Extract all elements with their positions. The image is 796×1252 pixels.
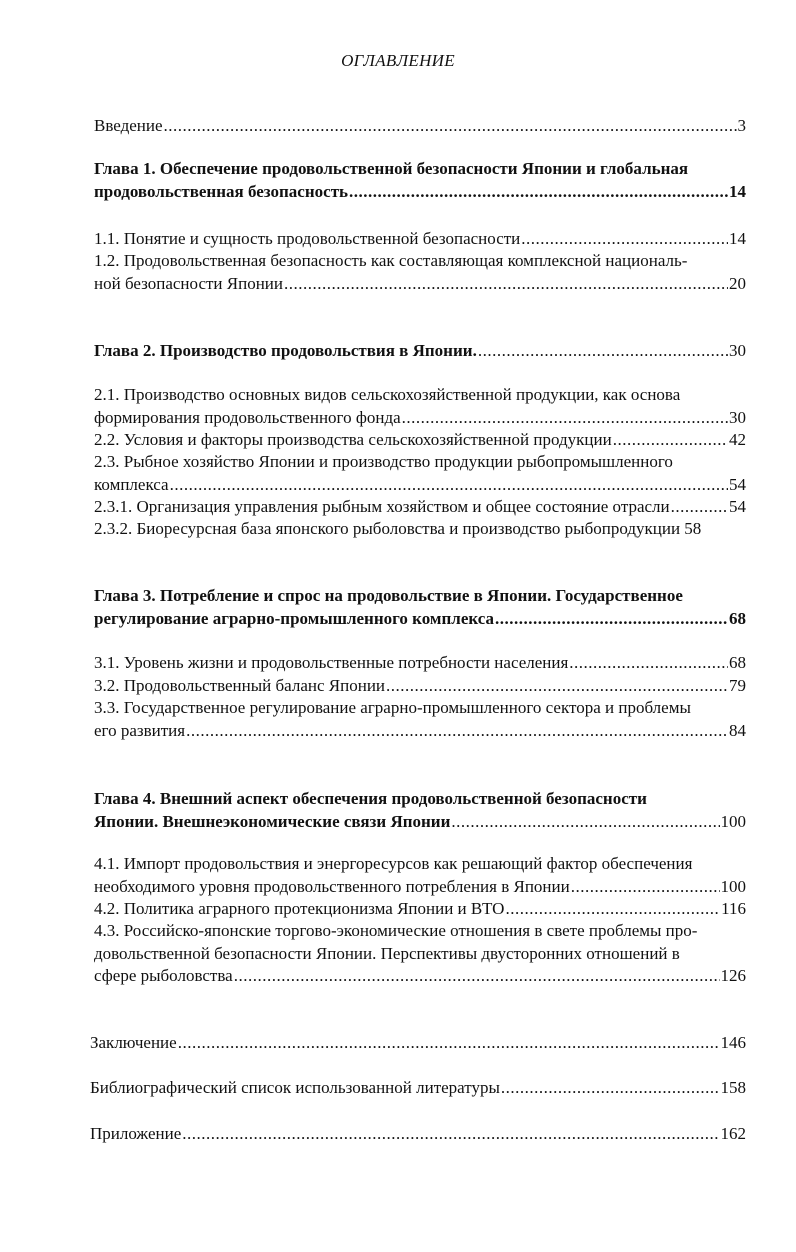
chapter-title-line1: Глава 1. Обеспечение продовольственной безопасности Японии и глобальная bbox=[94, 159, 689, 178]
dot-leader bbox=[495, 608, 728, 631]
entry-page: 14 bbox=[729, 181, 746, 201]
dot-leader bbox=[521, 228, 728, 251]
entry-page: 126 bbox=[720, 966, 746, 985]
toc-section-3-2 bbox=[94, 675, 746, 698]
toc-section-2-1 bbox=[94, 384, 746, 429]
section-title-line1: 1.2. Продовольственная безопасность как составляющая комплексной националь- bbox=[94, 251, 688, 270]
chapter-title-line1: Глава 4. Внешний аспект обеспечения продовольственной безопасности bbox=[94, 789, 647, 808]
chapter-title-line1: Глава 3. Потребление и спрос на продовольствие в Японии. Государственное bbox=[94, 586, 683, 605]
dot-leader bbox=[178, 1032, 720, 1055]
toc-entry-intro bbox=[94, 115, 746, 138]
section-title: 3.1. Уровень жизни и продовольственные потребности населения bbox=[94, 653, 569, 672]
toc-chapter-2 bbox=[94, 340, 746, 363]
entry-page: 68 bbox=[729, 608, 746, 628]
section-title-line2: комплекса bbox=[94, 474, 169, 494]
section-title: 4.2. Политика аграрного протекционизма Японии и ВТО bbox=[94, 899, 505, 918]
entry-page: 158 bbox=[720, 1078, 746, 1097]
entry-page: 3 bbox=[737, 116, 746, 135]
section-title-line2: ной безопасности Японии bbox=[94, 273, 284, 293]
toc-section-4-2 bbox=[94, 898, 746, 921]
chapter-title-line2: Японии. Внешнеэкономические связи Японии bbox=[94, 811, 451, 831]
toc-chapter-4 bbox=[94, 788, 746, 833]
dot-leader bbox=[164, 115, 737, 138]
toc-section-3-3 bbox=[94, 697, 746, 742]
entry-title: Приложение bbox=[90, 1124, 182, 1143]
section-title: 1.1. Понятие и сущность продовольственной безопасности bbox=[94, 229, 521, 248]
toc-section-1-2 bbox=[94, 250, 746, 295]
section-title-line1: 2.3. Рыбное хозяйство Японии и производство продукции рыбопромышленного bbox=[94, 452, 673, 471]
entry-title: Введение bbox=[94, 116, 163, 135]
toc-section-2-2 bbox=[94, 429, 746, 452]
entry-page: 79 bbox=[729, 676, 746, 695]
dot-leader bbox=[349, 181, 728, 204]
entry-title: Заключение bbox=[90, 1033, 177, 1052]
toc-section-2-3-2 bbox=[94, 518, 746, 541]
entry-page: 84 bbox=[729, 720, 746, 740]
dot-leader bbox=[505, 898, 720, 921]
section-title: 2.2. Условия и факторы производства сельскохозяйственной продукции bbox=[94, 430, 612, 449]
entry-page: 162 bbox=[720, 1124, 746, 1143]
dot-leader bbox=[402, 407, 728, 430]
dot-leader bbox=[613, 429, 728, 452]
section-title-line3: сфере рыболовства bbox=[94, 966, 233, 985]
toc-section-4-1 bbox=[94, 853, 746, 898]
toc-entry-bibliography bbox=[90, 1077, 746, 1100]
toc-entry-conclusion bbox=[90, 1032, 746, 1055]
dot-leader bbox=[170, 474, 728, 497]
entry-page: 30 bbox=[729, 341, 746, 360]
dot-leader bbox=[186, 720, 728, 743]
entry-page: 54 bbox=[729, 474, 746, 494]
entry-title: Библиографический список использованной литературы bbox=[90, 1078, 500, 1097]
dot-leader bbox=[569, 652, 728, 675]
toc-section-4-3 bbox=[94, 920, 746, 988]
entry-page: 54 bbox=[729, 497, 746, 516]
dot-leader bbox=[451, 811, 719, 834]
entry-page: 146 bbox=[720, 1033, 746, 1052]
dot-leader bbox=[386, 675, 728, 698]
dot-leader bbox=[671, 496, 728, 519]
section-title: 2.3.1. Организация управления рыбным хозяйством и общее состояние отрасли bbox=[94, 497, 670, 516]
section-title: 3.2. Продовольственный баланс Японии bbox=[94, 676, 386, 695]
section-title: 2.3.2. Биоресурсная база японского рыболовства и производство рыбопродукции 58 bbox=[94, 519, 702, 538]
entry-page: 116 bbox=[721, 899, 746, 918]
section-title-line2: довольственной безопасности Японии. Перспективы двусторонних отношений в bbox=[94, 943, 680, 963]
chapter-title-line2: продовольственная безопасность bbox=[94, 181, 349, 201]
section-title-line1: 4.3. Российско-японские торгово-экономические отношения в свете проблемы про- bbox=[94, 921, 698, 940]
entry-page: 42 bbox=[729, 430, 746, 449]
dot-leader bbox=[501, 1077, 720, 1100]
toc-chapter-1 bbox=[94, 158, 746, 203]
section-title-line1: 2.1. Производство основных видов сельскохозяйственной продукции, как основа bbox=[94, 385, 681, 404]
section-title-line2: необходимого уровня продовольственного потребления в Японии bbox=[94, 876, 570, 896]
toc-section-1-1 bbox=[94, 228, 746, 251]
chapter-title: Глава 2. Производство продовольствия в Японии. bbox=[94, 341, 477, 360]
section-title-line1: 4.1. Импорт продовольствия и энергоресурсов как решающий фактор обеспечения bbox=[94, 854, 693, 873]
chapter-title-line2: регулирование аграрно-промышленного комплекса bbox=[94, 608, 494, 628]
toc-section-2-3 bbox=[94, 451, 746, 496]
dot-leader bbox=[284, 273, 728, 296]
section-title-line2: его развития bbox=[94, 720, 186, 740]
dot-leader bbox=[182, 1123, 719, 1146]
dot-leader bbox=[234, 965, 720, 988]
dot-leader bbox=[571, 876, 720, 899]
section-title-line1: 3.3. Государственное регулирование аграрно-промышленного сектора и проблемы bbox=[94, 698, 691, 717]
entry-page: 100 bbox=[720, 876, 746, 896]
toc-chapter-3 bbox=[94, 585, 746, 630]
section-title-line2: формирования продовольственного фонда bbox=[94, 407, 401, 427]
entry-page: 68 bbox=[729, 653, 746, 672]
toc-entry-appendix bbox=[90, 1123, 746, 1146]
entry-page: 30 bbox=[729, 407, 746, 427]
entry-page: 14 bbox=[729, 229, 746, 248]
page-title: ОГЛАВЛЕНИЕ bbox=[341, 51, 455, 70]
toc-section-2-3-1 bbox=[94, 496, 746, 519]
entry-page: 20 bbox=[729, 273, 746, 293]
dot-leader bbox=[478, 340, 728, 363]
entry-page: 100 bbox=[720, 811, 746, 831]
toc-section-3-1 bbox=[94, 652, 746, 675]
